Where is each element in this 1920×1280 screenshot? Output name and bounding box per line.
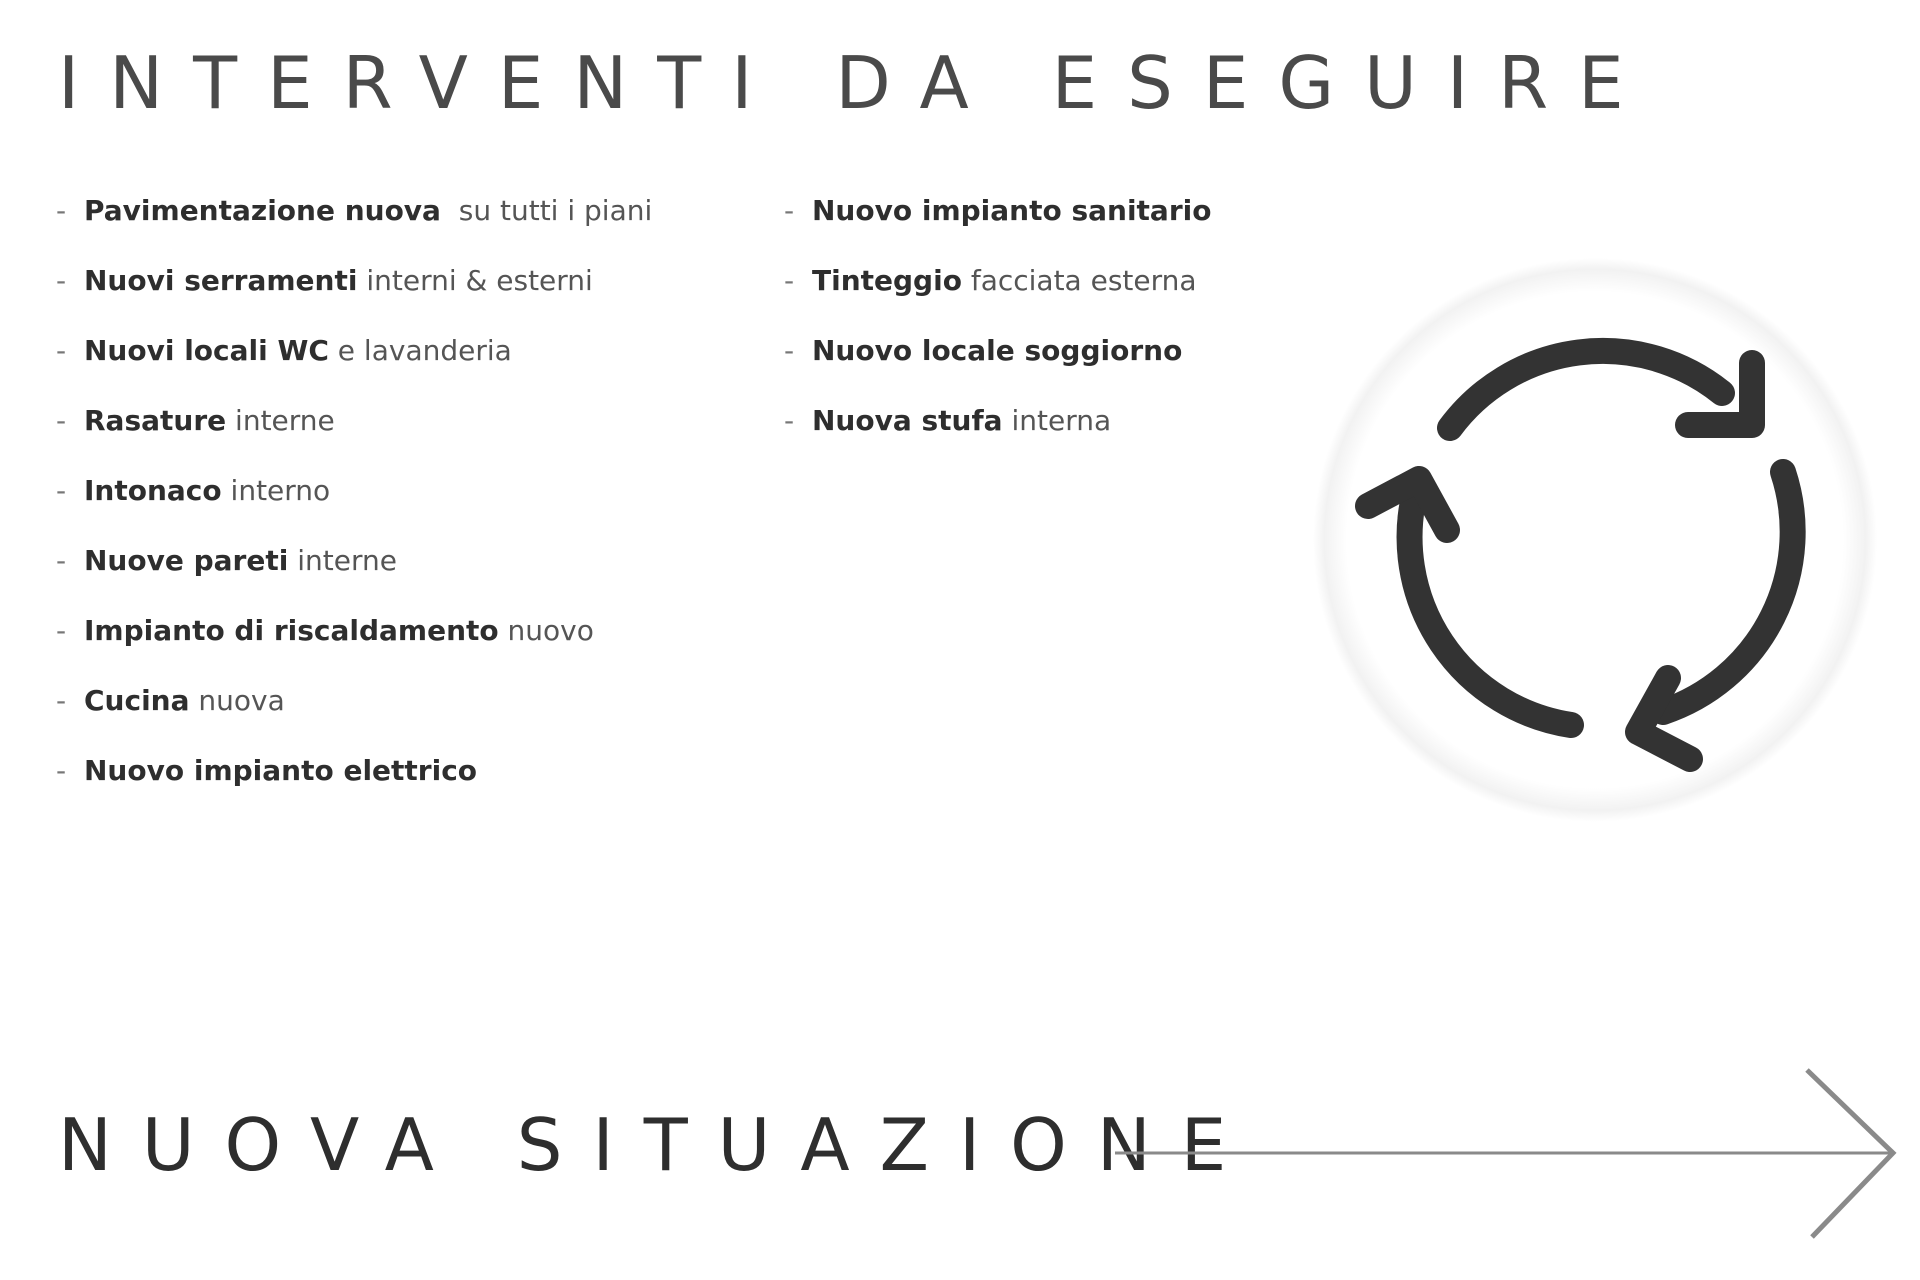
list-item: [56, 675, 652, 745]
list-item: [56, 605, 652, 675]
bullet-dash: -: [784, 194, 795, 227]
item-bold-text: Rasature: [84, 404, 227, 437]
item-detail-text: interno: [221, 474, 331, 507]
list-item: [784, 325, 1211, 395]
list-item: [56, 395, 652, 465]
item-detail-text: nuova: [189, 684, 285, 717]
item-detail-text: nuovo: [498, 614, 594, 647]
item-detail-text: interni & esterni: [357, 264, 593, 297]
item-bold-text: Nuovo impianto sanitario: [812, 194, 1212, 227]
bullet-dash: -: [56, 544, 67, 577]
list-item: [56, 535, 652, 605]
bullet-dash: -: [56, 404, 67, 437]
item-detail-text: interna: [1002, 404, 1112, 437]
item-detail-text: interne: [288, 544, 397, 577]
item-bold-text: Cucina: [84, 684, 190, 717]
item-detail-text: interne: [226, 404, 335, 437]
list-item: [784, 255, 1211, 325]
refresh-cycle-icon: [1310, 255, 1880, 825]
item-bold-text: Nuova stufa: [812, 404, 1003, 437]
item-bold-text: Pavimentazione nuova: [84, 194, 441, 227]
footer-title: NUOVA SITUAZIONE: [58, 1103, 1257, 1187]
bullet-dash: -: [56, 264, 67, 297]
list-item: [784, 185, 1211, 255]
list-item: [56, 255, 652, 325]
list-item: [784, 395, 1211, 465]
bullet-dash: -: [56, 194, 67, 227]
item-detail-text: e lavanderia: [328, 334, 512, 367]
page-title: INTERVENTI DA ESEGUIRE: [58, 41, 1654, 125]
interventions-list-right: [784, 185, 1211, 465]
item-detail-text: su tutti i piani: [440, 194, 653, 227]
bullet-dash: -: [56, 754, 67, 787]
item-bold-text: Impianto di riscaldamento: [84, 614, 499, 647]
bullet-dash: -: [784, 404, 795, 437]
arrow-right-icon: [1110, 1065, 1910, 1245]
item-bold-text: Nuovo impianto elettrico: [84, 754, 478, 787]
list-item: [56, 185, 652, 255]
bullet-dash: -: [56, 334, 67, 367]
item-bold-text: Nuovi locali WC: [84, 334, 329, 367]
item-bold-text: Intonaco: [84, 474, 222, 507]
item-bold-text: Nuove pareti: [84, 544, 289, 577]
bullet-dash: -: [56, 614, 67, 647]
list-item: [56, 745, 652, 815]
bullet-dash: -: [56, 684, 67, 717]
list-item: [56, 465, 652, 535]
interventions-list-left: [56, 185, 652, 815]
bullet-dash: -: [56, 474, 67, 507]
item-bold-text: Nuovi serramenti: [84, 264, 358, 297]
item-detail-text: facciata esterna: [961, 264, 1197, 297]
bullet-dash: -: [784, 264, 795, 297]
item-bold-text: Nuovo locale soggiorno: [812, 334, 1183, 367]
list-item: [56, 325, 652, 395]
item-bold-text: Tinteggio: [812, 264, 962, 297]
bullet-dash: -: [784, 334, 795, 367]
